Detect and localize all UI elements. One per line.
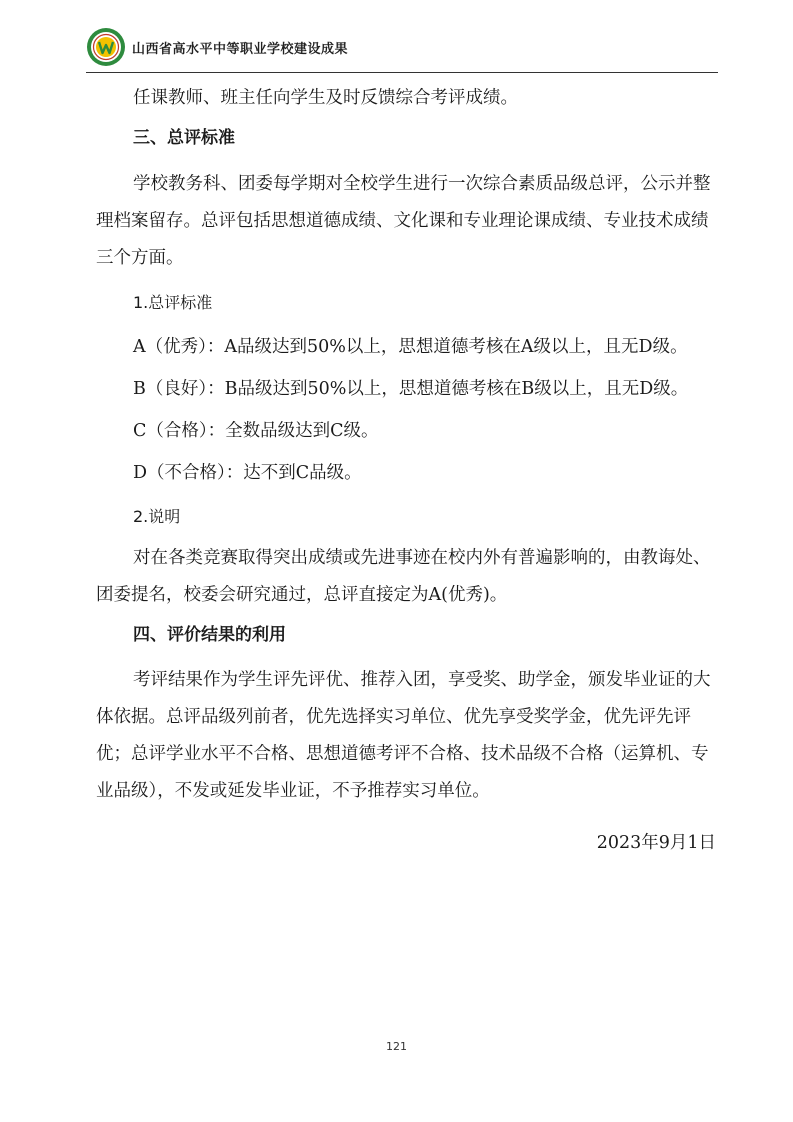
grade-a-criterion: A（优秀）：A品级达到50%以上，思想道德考核在A级以上，且无D级。 bbox=[133, 337, 688, 357]
header-title: 山西省高水平中等职业学校建设成果 bbox=[132, 42, 349, 57]
paragraph-explanation: 对在各类竞赛取得突出成绩或先进事迹在校内外有普遍影响的，由教诲处、团委提名，校委会研究通过，总评直接定为A(优秀)。 bbox=[96, 548, 711, 605]
page-number: 121 bbox=[386, 1040, 407, 1053]
section-heading-3: 三、总评标准 bbox=[133, 128, 235, 148]
paragraph-feedback: 任课教师、班主任向学生及时反馈综合考评成绩。 bbox=[133, 88, 518, 108]
document-date: 2023年9月1日 bbox=[596, 833, 716, 853]
header-divider bbox=[86, 72, 718, 73]
grade-d-criterion: D（不合格）：达不到C品级。 bbox=[133, 463, 362, 483]
school-emblem-icon bbox=[86, 27, 126, 67]
grade-b-criterion: B（良好）：B品级达到50%以上，思想道德考核在B级以上，且无D级。 bbox=[133, 379, 689, 399]
grade-c-criterion: C（合格）：全数品级达到C级。 bbox=[133, 421, 379, 441]
paragraph-evaluation-overview: 学校教务科、团委每学期对全校学生进行一次综合素质品级总评，公示并整理档案留存。总评包括思想道德成绩、文化课和专业理论课成绩、专业技术成绩三个方面。 bbox=[96, 174, 711, 268]
paragraph-result-usage: 考评结果作为学生评先评优、推荐入团，享受奖、助学金，颁发毕业证的大体依据。总评品级列前者，优先选择实习单位、优先享受奖学金，优先评先评优；总评学业水平不合格、思想道德考评不合格、技术品级不合格（运算机、专业品级），不发或延发毕业证，不予推荐实习单位。 bbox=[96, 670, 711, 801]
subheading-explanation: 2.说明 bbox=[133, 507, 181, 526]
section-heading-4: 四、评价结果的利用 bbox=[133, 625, 286, 645]
page-header bbox=[86, 27, 718, 73]
subheading-evaluation-criteria: 1.总评标准 bbox=[133, 293, 213, 312]
